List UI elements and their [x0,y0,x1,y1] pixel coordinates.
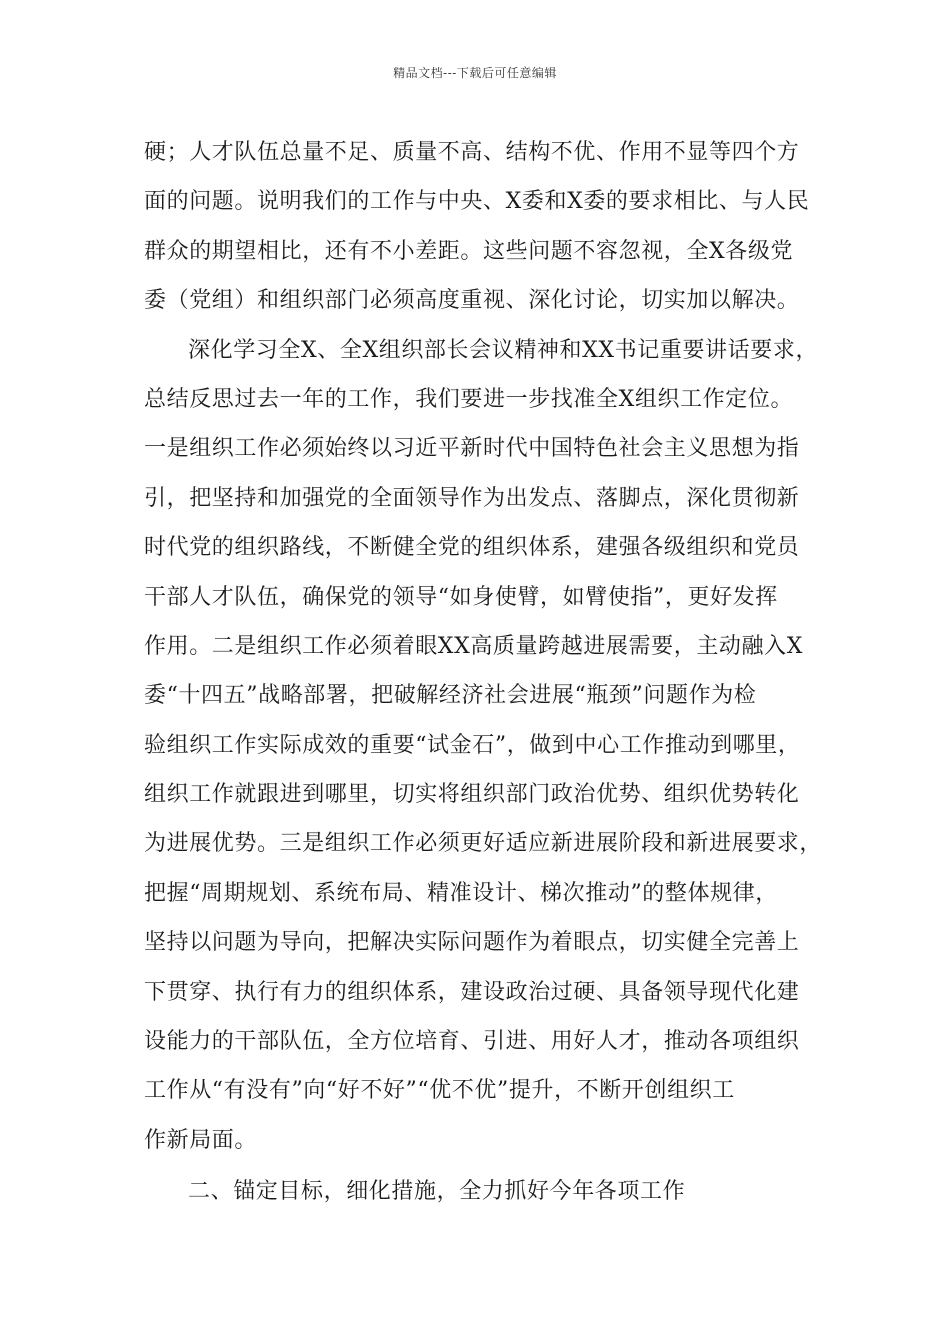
paragraph-positioning [144,326,824,1166]
paragraph-continued [144,128,824,326]
text-line: 下贯穿、执行有力的组织体系，建设政治过硬、具备领导现代化建 [144,979,800,1005]
text-line: 群众的期望相比，还有不小差距。这些问题不容忽视，全X各级党 [144,238,794,264]
text-line: 为进展优势。三是组织工作必须更好适应新进展阶段和新进展要求， [144,831,823,857]
text-line: 坚持以问题为导向，把解决实际问题作为着眼点，切实健全完善上 [144,930,800,956]
document-body [144,128,824,1217]
text-line: 总结反思过去一年的工作，我们要进一步找准全X组织工作定位。 [144,386,794,412]
text-line: 面的问题。说明我们的工作与中央、X委和X委的要求相比、与人民 [144,189,810,215]
text-line: 委（党组）和组织部门必须高度重视、深化讨论，切实加以解决。 [144,288,800,314]
text-line: 时代党的组织路线，不断健全党的组织体系，建强各级组织和党员 [144,535,800,561]
text-line: 作用。二是组织工作必须着眼XX高质量跨越进展需要，主动融入X [144,633,803,659]
text-line: 工作从“有没有”向“好不好”“优不优”提升，不断开创组织工 [144,1078,735,1104]
text-line: 作新局面。 [144,1127,258,1153]
text-line: 组织工作就跟进到哪里，切实将组织部门政治优势、组织优势转化 [144,782,800,808]
text-line: 委“十四五”战略部署，把破解经济社会进展“瓶颈”问题作为检 [144,683,757,709]
section-heading-text: 二、锚定目标，细化措施，全力抓好今年各项工作 [188,1179,686,1205]
page-header: 精品文档---下载后可任意编辑 [393,66,557,80]
text-line: 把握“周期规划、系统布局、精准设计、梯次推动”的整体规律， [144,880,778,906]
text-line: 深化学习全X、全X组织部长会议精神和XX书记重要讲话要求， [188,337,819,363]
text-line: 一是组织工作必须始终以习近平新时代中国特色社会主义思想为指 [144,436,800,462]
text-line: 干部人才队伍，确保党的领导“如身使臂，如臂使指”，更好发挥 [144,584,778,610]
text-line: 硬；人才队伍总量不足、质量不高、结构不优、作用不显等四个方 [144,140,800,165]
text-line: 验组织工作实际成效的重要“试金石”，做到中心工作推动到哪里， [144,732,801,758]
section-heading [144,1167,824,1216]
text-line: 设能力的干部队伍，全方位培育、引进、用好人才，推动各项组织 [144,1029,800,1055]
text-line: 引，把坚持和加强党的全面领导作为出发点、落脚点，深化贯彻新 [144,485,800,511]
